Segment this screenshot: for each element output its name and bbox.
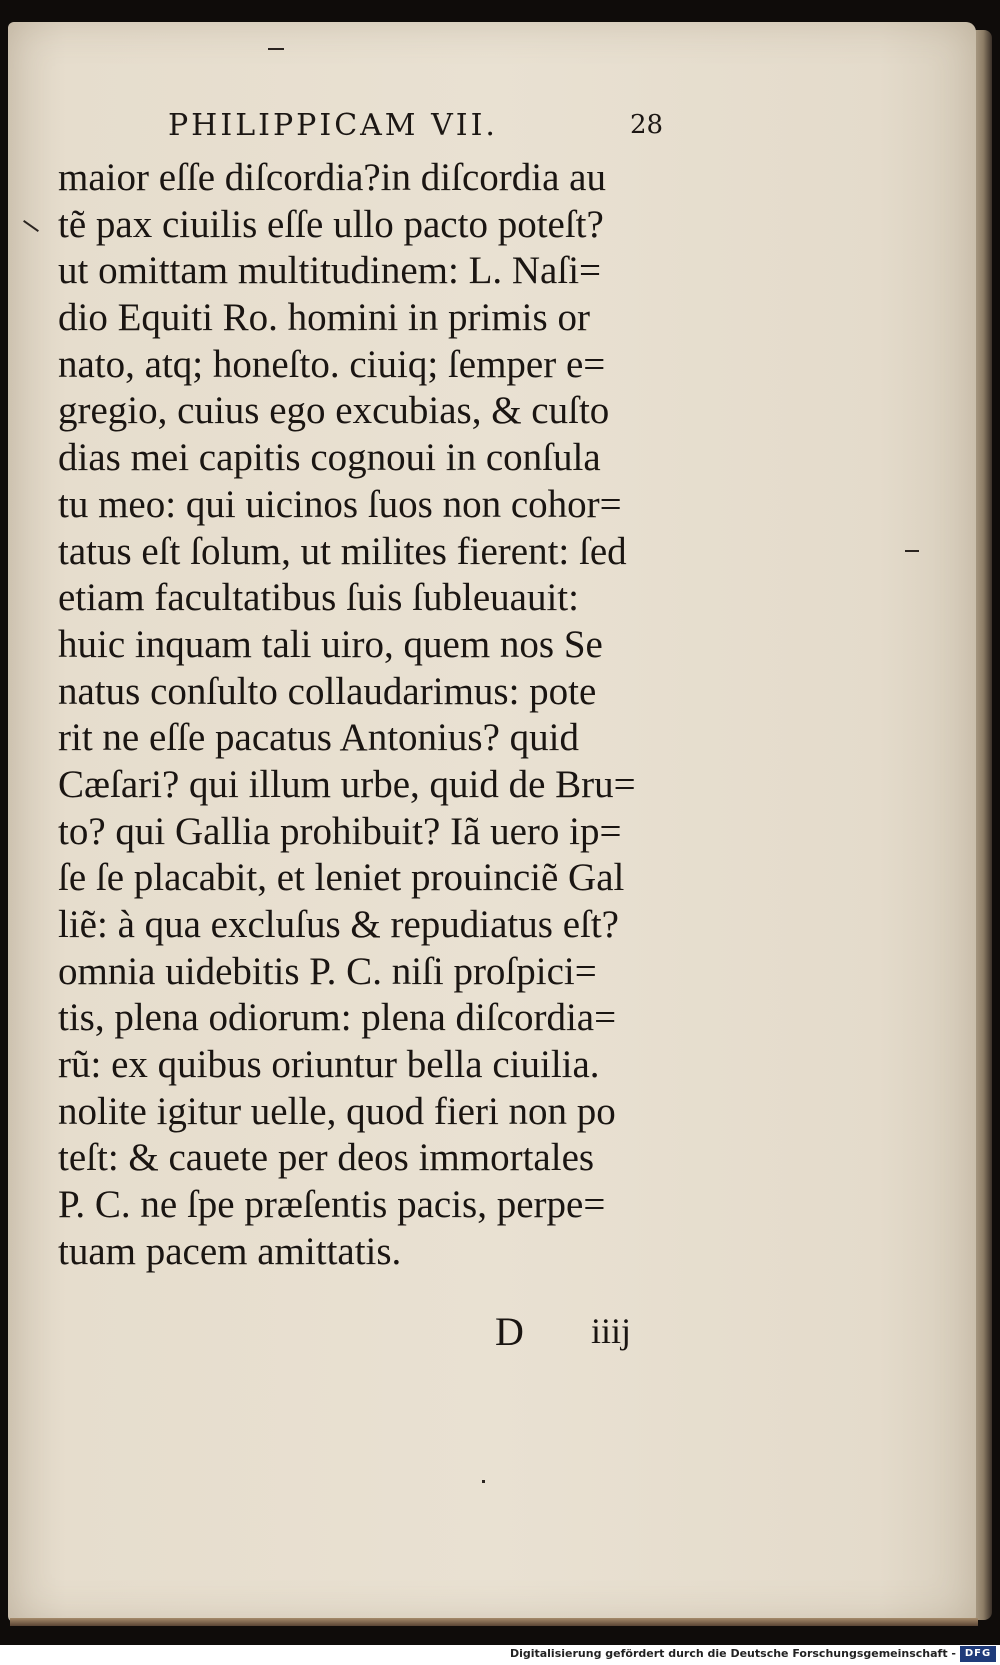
text-line: maior eſſe diſcordia?in diſcordia au	[58, 156, 606, 199]
text-line: nato, atq; honeſto. ciuiq; ſemper e=	[58, 342, 606, 386]
signature-number: iiij	[591, 1311, 632, 1351]
text-line: to? qui Gallia prohibuit? Iã uero ip=	[58, 809, 622, 853]
text-line: ut omittam multitudinem: L. Naſi=	[58, 249, 602, 293]
page-speck	[905, 550, 919, 552]
running-head: PHILIPPICAM VII.	[168, 108, 498, 143]
text-line: omnia uidebitis P. C. niſi proſpici=	[58, 949, 597, 993]
text-line: teſt: & cauete per deos immortales	[58, 1136, 595, 1180]
text-line: rũ: ex quibus oriuntur bella ciuilia.	[58, 1043, 600, 1087]
text-line: dias mei capitis cognoui in conſula	[58, 436, 601, 480]
signature-letter: D	[495, 1309, 524, 1354]
text-line: rit ne eſſe pacatus Antonius? quid	[58, 716, 579, 760]
book-bottom-edge	[10, 1618, 978, 1626]
text-line: tẽ pax ciuilis eſſe ullo pacto poteſt?	[58, 202, 604, 246]
text-line: natus conſulto collaudarimus: pote	[58, 669, 597, 713]
folio-number: 28	[630, 110, 664, 140]
page-header	[168, 108, 688, 148]
text-line: huic inquam tali uiro, quem nos Se	[58, 622, 603, 666]
text-line: gregio, cuius ego excubias, & cuſto	[58, 389, 610, 433]
text-line: tis, plena odiorum: plena diſcordia=	[58, 996, 617, 1040]
text-line: Cæſari? qui illum urbe, quid de Bru=	[58, 762, 636, 806]
dfg-logo: DFG	[960, 1646, 996, 1662]
text-line: tatus eſt ſolum, ut milites fierent: ſed	[58, 529, 627, 573]
text-line: tuam pacem amittatis.	[58, 1229, 402, 1273]
text-line: nolite igitur uelle, quod fieri non po	[58, 1089, 616, 1133]
funding-credit: Digitalisierung gefördert durch die Deutsche Forschungsgemeinschaft -	[509, 1647, 956, 1660]
text-line: etiam facultatibus ſuis ſubleuauit:	[58, 576, 579, 620]
text-line: ſe ſe placabit, et leniet prouinciẽ Gal	[58, 856, 625, 900]
page-speck	[482, 1480, 485, 1483]
signature-mark	[495, 1308, 695, 1358]
page-speck	[268, 48, 284, 50]
text-line: tu meo: qui uicinos ſuos non cohor=	[58, 482, 622, 526]
text-line: dio Equiti Ro. homini in primis or	[58, 296, 590, 340]
text-line: P. C. ne ſpe præſentis pacis, perpe=	[58, 1183, 606, 1227]
digitization-footer	[0, 1645, 1000, 1665]
text-line: liẽ: à qua excluſus & repudiatus eſt?	[58, 903, 619, 946]
body-text	[58, 155, 718, 1276]
